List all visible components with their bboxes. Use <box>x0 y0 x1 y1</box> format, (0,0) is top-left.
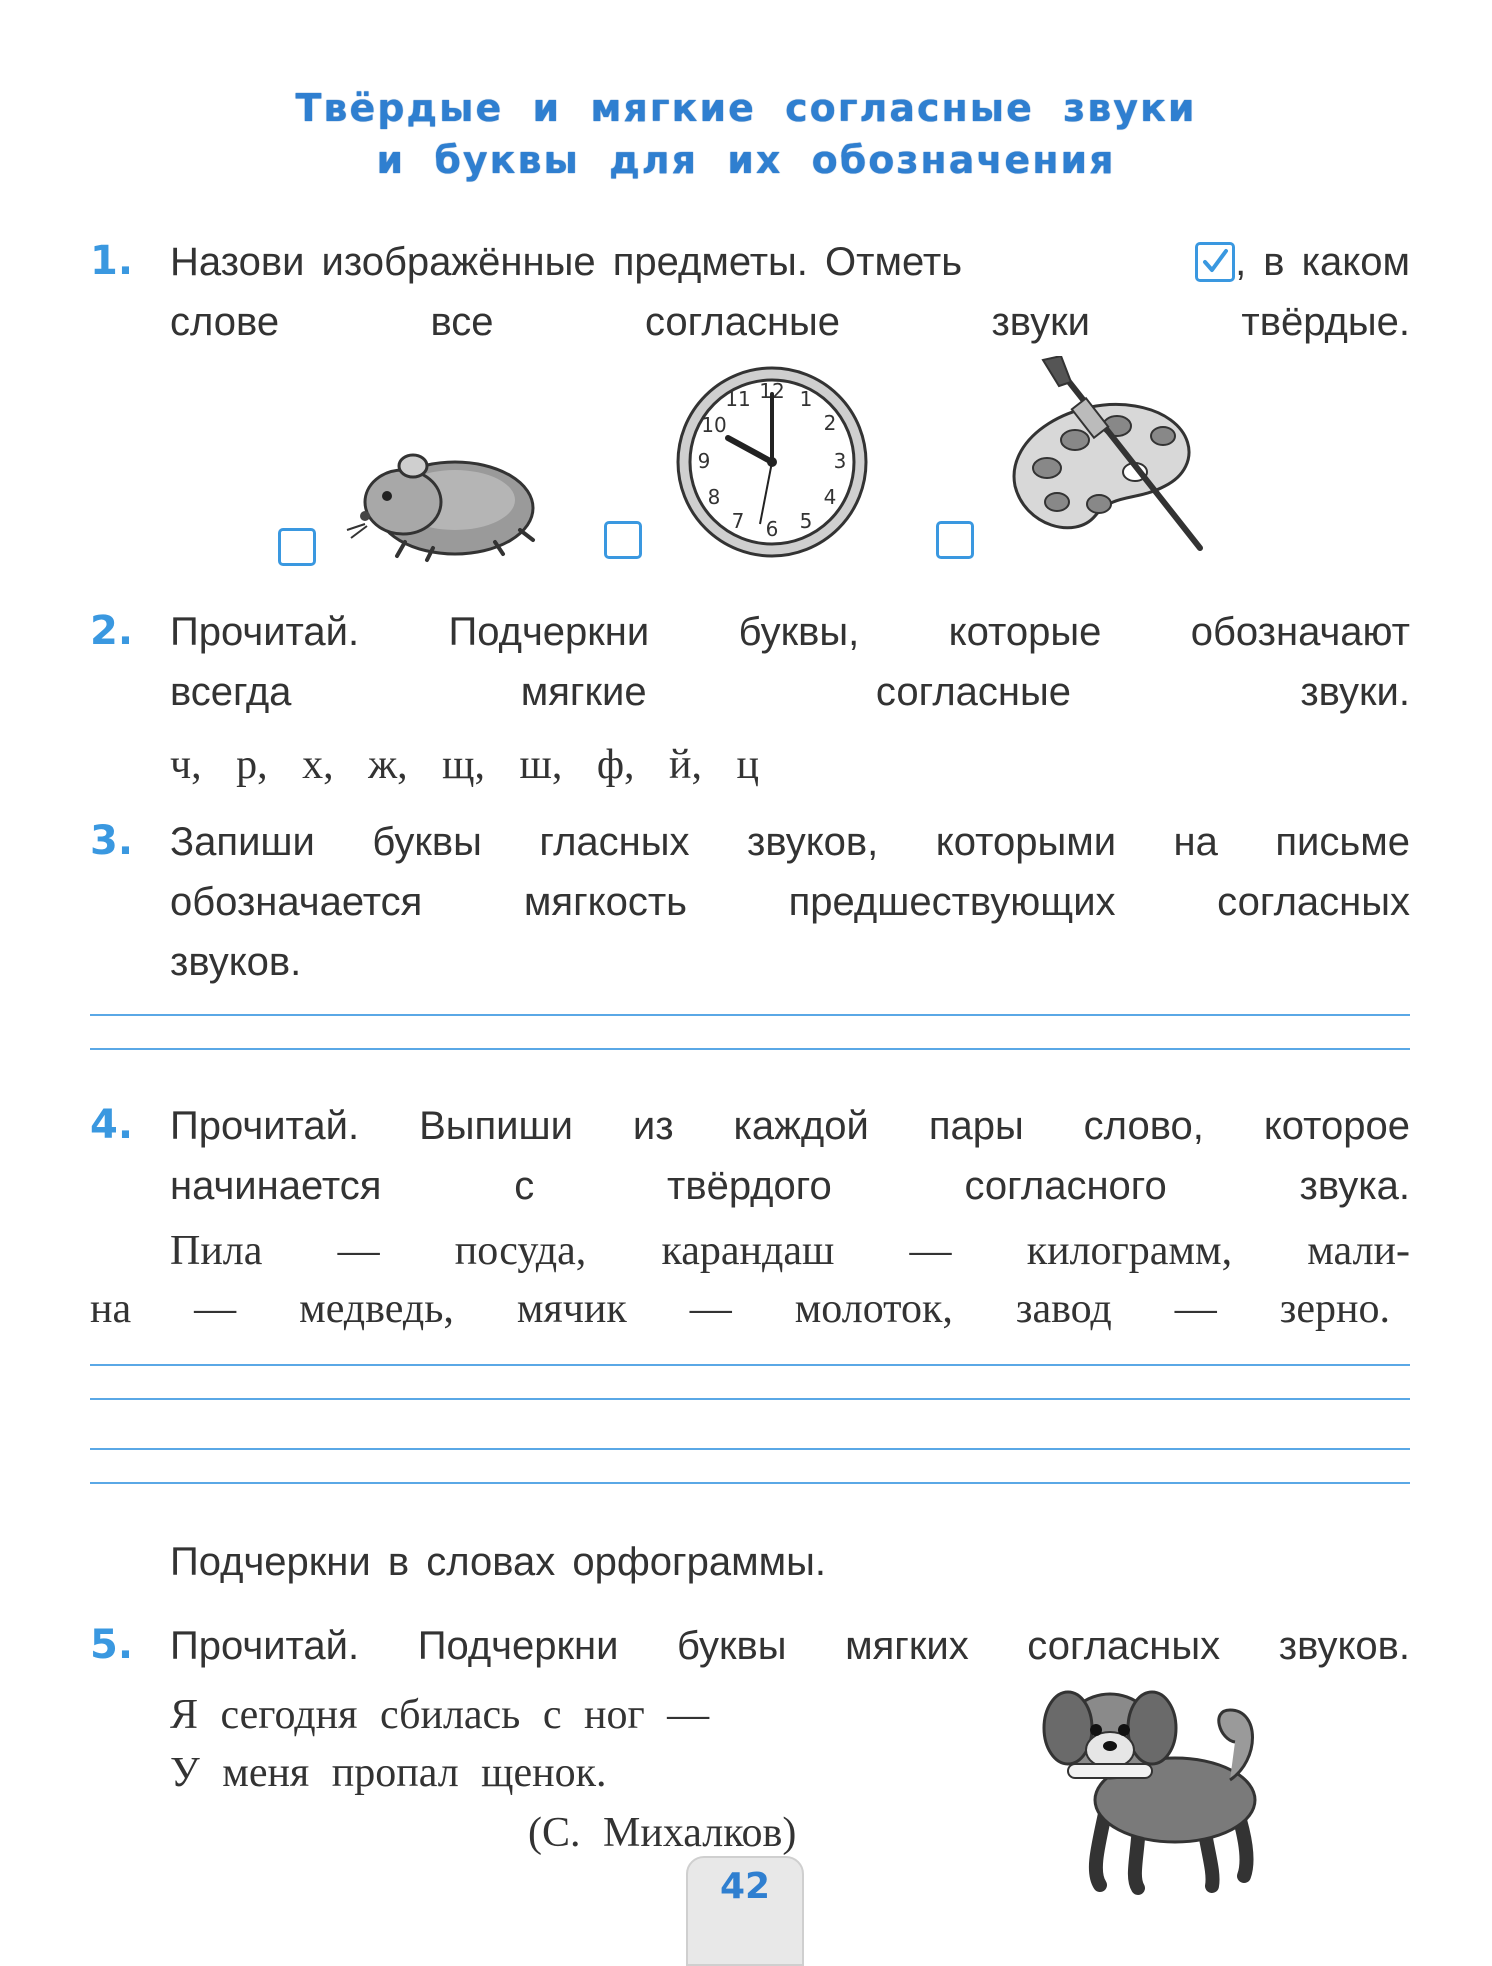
task-3-line3: звуков. <box>170 940 302 984</box>
palette-checkbox[interactable] <box>936 521 974 559</box>
svg-text:9: 9 <box>697 449 711 473</box>
answer-line[interactable] <box>90 1014 1410 1016</box>
puppy-picture <box>1030 1670 1270 1900</box>
svg-text:10: 10 <box>701 413 727 437</box>
poem-author: (С. Михалков) <box>528 1810 797 1856</box>
task-1-line2: слове все согласные звуки твёрдые. <box>170 300 1410 344</box>
svg-text:12: 12 <box>759 379 785 403</box>
hamster-picture <box>345 430 545 565</box>
clock-checkbox[interactable] <box>604 521 642 559</box>
answer-line[interactable] <box>90 1048 1410 1050</box>
sample-checkbox-icon <box>1195 242 1235 282</box>
task-2-line2: всегда мягкие согласные звуки. <box>170 670 1410 714</box>
task-2-number: 2. <box>90 608 134 654</box>
svg-text:4: 4 <box>823 485 837 509</box>
poem-line1: Я сегодня сбилась с ног — <box>170 1692 710 1738</box>
svg-text:3: 3 <box>833 449 847 473</box>
svg-text:5: 5 <box>799 509 813 533</box>
page-number: 42 <box>719 1866 771 1907</box>
task-4-instruction <box>170 1096 1410 1216</box>
task-5-instruction: Прочитай. Подчеркни буквы мягких согласных звуков. <box>170 1624 1410 1668</box>
answer-line[interactable] <box>90 1448 1410 1450</box>
answer-line[interactable] <box>90 1364 1410 1366</box>
task-2-instruction <box>170 602 1410 722</box>
task-4-line2: начинается с твёрдого согласного звука. <box>170 1164 1410 1208</box>
palette-picture <box>995 356 1215 556</box>
task-2-letters: ч, р, х, ж, щ, ш, ф, й, ц <box>170 742 759 788</box>
page-title-line1: Твёрдые и мягкие согласные звуки <box>295 86 1197 130</box>
task-4-number: 4. <box>90 1102 134 1148</box>
hamster-checkbox[interactable] <box>278 528 316 566</box>
poem-line2: У меня пропал щенок. <box>170 1750 607 1796</box>
svg-text:11: 11 <box>725 387 751 411</box>
task-4-text-line1: Пила — посуда, карандаш — килограмм, мали- <box>170 1228 1410 1274</box>
svg-text:7: 7 <box>731 509 745 533</box>
task-3-instruction <box>170 812 1410 992</box>
svg-text:1: 1 <box>799 387 813 411</box>
svg-text:8: 8 <box>707 485 721 509</box>
task-2-line1: Прочитай. Подчеркни буквы, которые обозначают <box>170 610 1410 654</box>
task-1-line1: Назови изображённые предметы. Отметь <box>170 240 963 284</box>
task-5-number: 5. <box>90 1622 134 1668</box>
answer-line[interactable] <box>90 1398 1410 1400</box>
task-4-extra: Подчеркни в словах орфограммы. <box>170 1540 826 1584</box>
task-4-line1: Прочитай. Выпиши из каждой пары слово, которое <box>170 1104 1410 1148</box>
answer-line[interactable] <box>90 1482 1410 1484</box>
clock-picture <box>674 364 870 560</box>
svg-text:2: 2 <box>823 411 837 435</box>
page-title-line2: и буквы для их обозначения <box>376 138 1116 182</box>
task-3-number: 3. <box>90 818 134 864</box>
svg-text:6: 6 <box>765 517 779 541</box>
task-4-text-line2: на — медведь, мячик — молоток, завод — зерно. <box>90 1286 1390 1332</box>
task-1-number: 1. <box>90 238 134 284</box>
task-1-instruction <box>170 232 1410 352</box>
task-3-line2: обозначается мягкость предшествующих согласных <box>170 880 1410 924</box>
task-3-line1: Запиши буквы гласных звуков, которыми на письме <box>170 820 1410 864</box>
task-1-line1-tail: , в каком <box>1235 240 1410 284</box>
